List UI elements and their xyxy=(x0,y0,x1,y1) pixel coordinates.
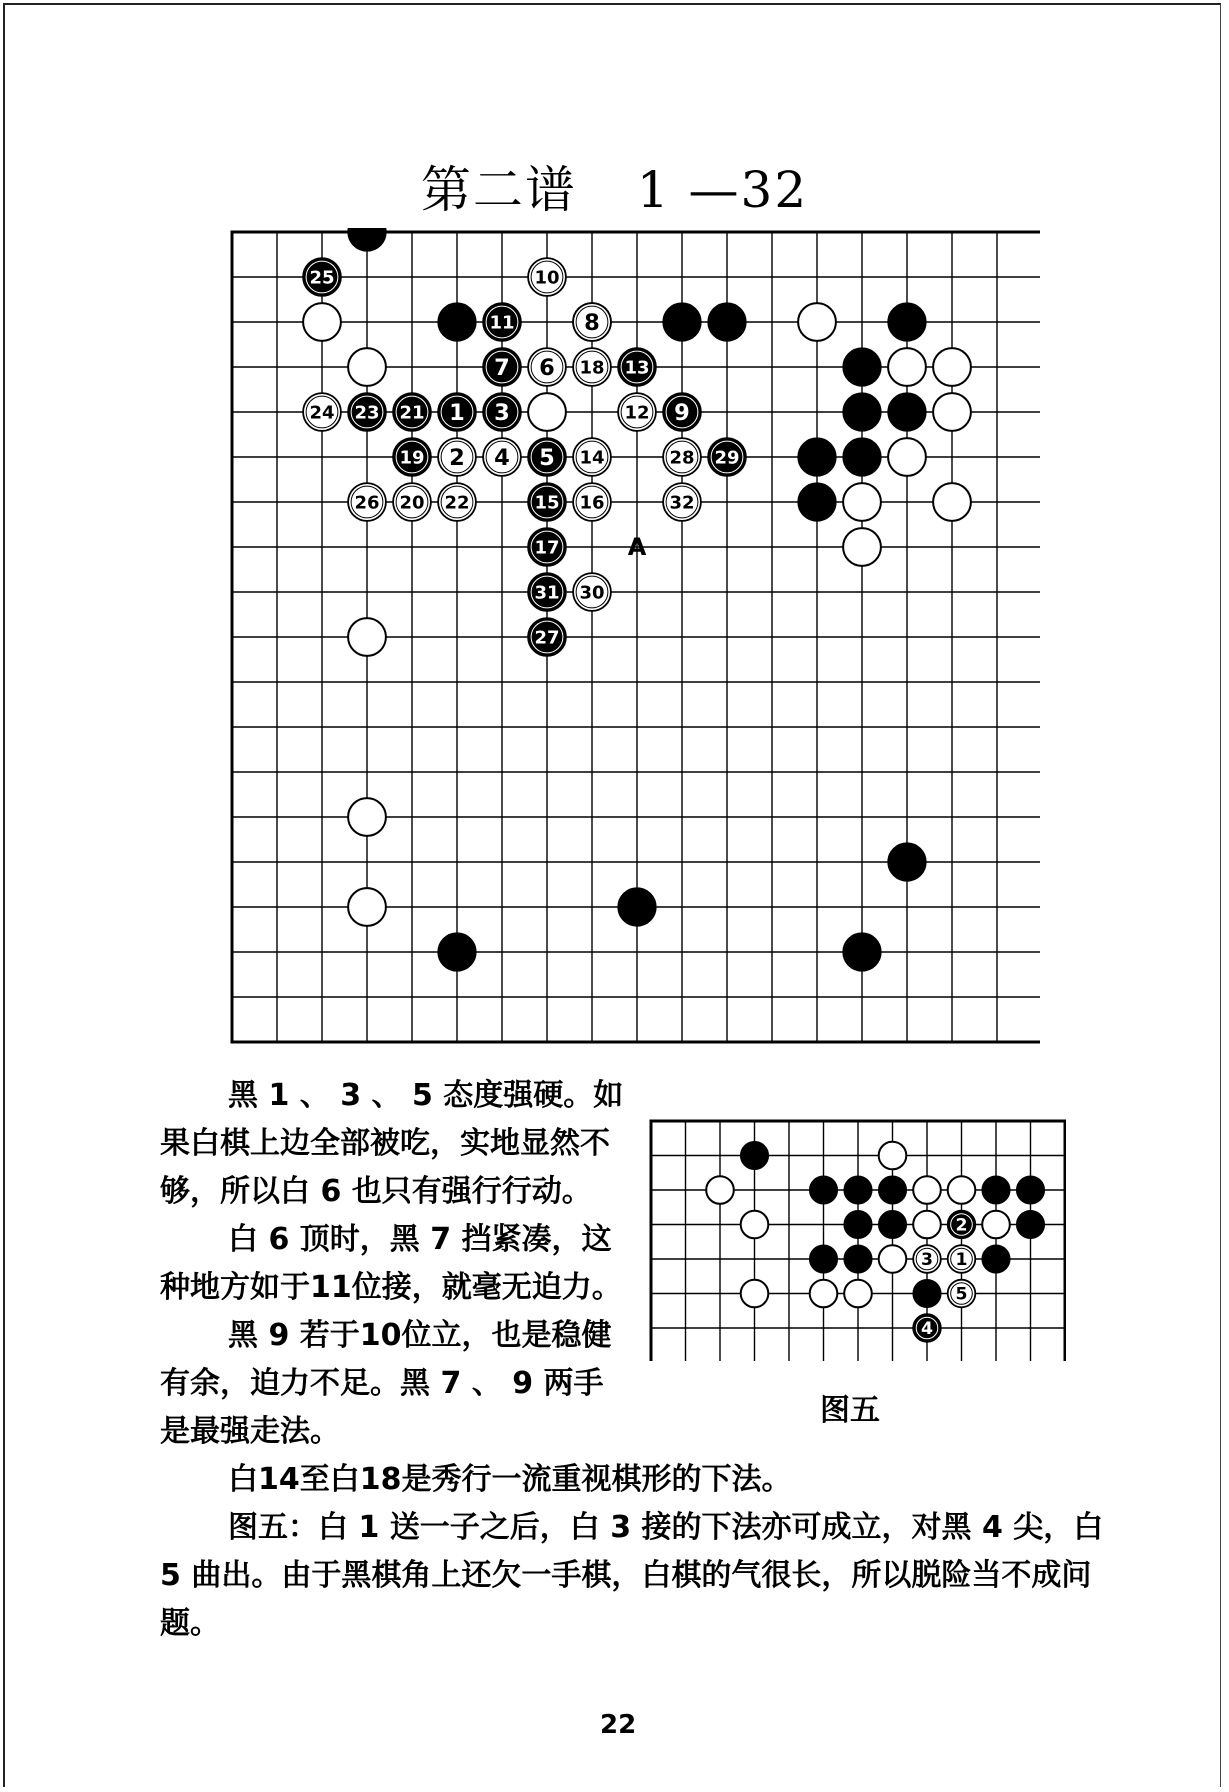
black-stone xyxy=(982,1245,1010,1273)
black-stone xyxy=(844,1245,872,1273)
black-stone xyxy=(438,933,476,971)
paragraph-2: 白 6 顶时，黑 7 挡紧凑，这种地方如于11位接，就毫无迫力。 xyxy=(160,1222,622,1305)
white-stone xyxy=(810,1280,838,1308)
black-stone xyxy=(663,303,701,341)
move-number-11: 11 xyxy=(489,312,515,334)
white-stone xyxy=(303,303,341,341)
white-stone xyxy=(706,1176,734,1204)
move-number-14: 14 xyxy=(579,447,605,469)
black-stone xyxy=(798,483,836,521)
white-stone xyxy=(844,1280,872,1308)
white-stone xyxy=(948,1176,976,1204)
black-stone xyxy=(798,438,836,476)
black-stone xyxy=(843,393,881,431)
move-number-5: 5 xyxy=(539,445,555,471)
move-number-3: 3 xyxy=(494,400,510,426)
black-stone xyxy=(913,1280,941,1308)
move-number-7: 7 xyxy=(494,355,510,381)
move-number-26: 26 xyxy=(354,492,380,514)
move-number-19: 19 xyxy=(399,447,425,469)
black-stone xyxy=(708,303,746,341)
move-number-13: 13 xyxy=(624,357,650,379)
figure-5-caption: 图五 xyxy=(820,1393,880,1428)
black-stone xyxy=(844,1176,872,1204)
white-stone xyxy=(348,888,386,926)
figure-5-go-board xyxy=(648,1118,1066,1361)
white-stone xyxy=(348,798,386,836)
title-text: 第二谱 xyxy=(420,161,577,219)
move-number-24: 24 xyxy=(309,402,335,424)
white-stone xyxy=(933,348,971,386)
page-number: 22 xyxy=(600,1710,637,1740)
black-stone xyxy=(810,1245,838,1273)
move-number-15: 15 xyxy=(534,492,560,514)
black-stone xyxy=(879,1211,907,1239)
move-number-17: 17 xyxy=(534,537,560,559)
paragraph-4: 白14至白18是秀行一流重视棋形的下法。 xyxy=(228,1462,792,1497)
black-stone xyxy=(844,1211,872,1239)
white-stone xyxy=(913,1211,941,1239)
move-number-18: 18 xyxy=(579,357,605,379)
white-stone xyxy=(741,1280,769,1308)
move-number-10: 10 xyxy=(534,267,560,289)
white-stone xyxy=(348,618,386,656)
white-stone xyxy=(528,393,566,431)
white-stone xyxy=(982,1211,1010,1239)
move-number-4: 4 xyxy=(920,1319,934,1339)
main-go-board xyxy=(228,228,1040,1050)
white-stone xyxy=(879,1245,907,1273)
paragraph-1: 黑 1 、 3 、 5 态度强硬。如果白棋上边全部被吃，实地显然不够，所以白 6 也只有强行行动。 xyxy=(160,1078,624,1209)
white-stone xyxy=(843,528,881,566)
black-stone xyxy=(741,1142,769,1170)
black-stone xyxy=(348,228,386,251)
figure-5-grid xyxy=(651,1121,1065,1361)
move-number-27: 27 xyxy=(534,627,560,649)
black-stone xyxy=(843,438,881,476)
move-number-16: 16 xyxy=(579,492,605,514)
black-stone xyxy=(1017,1211,1045,1239)
figure-5-stones xyxy=(706,1142,1044,1342)
move-number-32: 32 xyxy=(669,492,695,514)
white-stone xyxy=(798,303,836,341)
black-stone xyxy=(1017,1176,1045,1204)
move-number-12: 12 xyxy=(624,402,650,424)
move-number-25: 25 xyxy=(309,267,335,289)
black-stone xyxy=(843,933,881,971)
move-number-4: 4 xyxy=(494,445,510,471)
move-number-9: 9 xyxy=(674,400,690,426)
move-number-5: 5 xyxy=(955,1284,968,1305)
move-number-8: 8 xyxy=(584,310,600,336)
white-stone xyxy=(913,1176,941,1204)
black-stone xyxy=(888,303,926,341)
white-stone xyxy=(843,483,881,521)
white-stone xyxy=(741,1211,769,1239)
move-number-20: 20 xyxy=(399,492,425,514)
move-number-2: 2 xyxy=(449,445,465,471)
move-number-6: 6 xyxy=(539,355,555,381)
move-number-29: 29 xyxy=(714,447,740,469)
black-stone xyxy=(810,1176,838,1204)
black-stone xyxy=(438,303,476,341)
black-stone xyxy=(618,888,656,926)
white-stone xyxy=(888,438,926,476)
move-number-1: 1 xyxy=(955,1250,968,1270)
paragraph-3: 黑 9 若于10位立，也是稳健有余，迫力不足。黑 7 、 9 两手是最强走法。 xyxy=(160,1318,612,1449)
white-stone xyxy=(933,483,971,521)
title-move-range: 1 —32 xyxy=(636,161,809,219)
white-stone xyxy=(348,348,386,386)
white-stone xyxy=(879,1142,907,1170)
move-number-30: 30 xyxy=(579,582,605,604)
black-stone xyxy=(843,348,881,386)
diagram-title xyxy=(0,150,1229,222)
point-label-a: A xyxy=(627,533,647,561)
white-stone xyxy=(933,393,971,431)
move-number-3: 3 xyxy=(920,1250,934,1270)
black-stone xyxy=(888,843,926,881)
move-number-28: 28 xyxy=(669,447,695,469)
move-number-22: 22 xyxy=(444,492,470,514)
black-stone xyxy=(982,1176,1010,1204)
move-number-21: 21 xyxy=(399,402,425,424)
paragraph-5: 图五：白 1 送一子之后，白 3 接的下法亦可成立，对黑 4 尖，白5 曲出。由于黑棋角上还欠一手棋，白棋的气很长，所以脱险当不成问题。 xyxy=(160,1510,1104,1641)
white-stone xyxy=(888,348,926,386)
move-number-1: 1 xyxy=(449,400,465,426)
black-stone xyxy=(879,1176,907,1204)
move-number-31: 31 xyxy=(534,582,560,604)
move-number-2: 2 xyxy=(955,1215,968,1236)
move-number-23: 23 xyxy=(354,402,380,424)
black-stone xyxy=(888,393,926,431)
